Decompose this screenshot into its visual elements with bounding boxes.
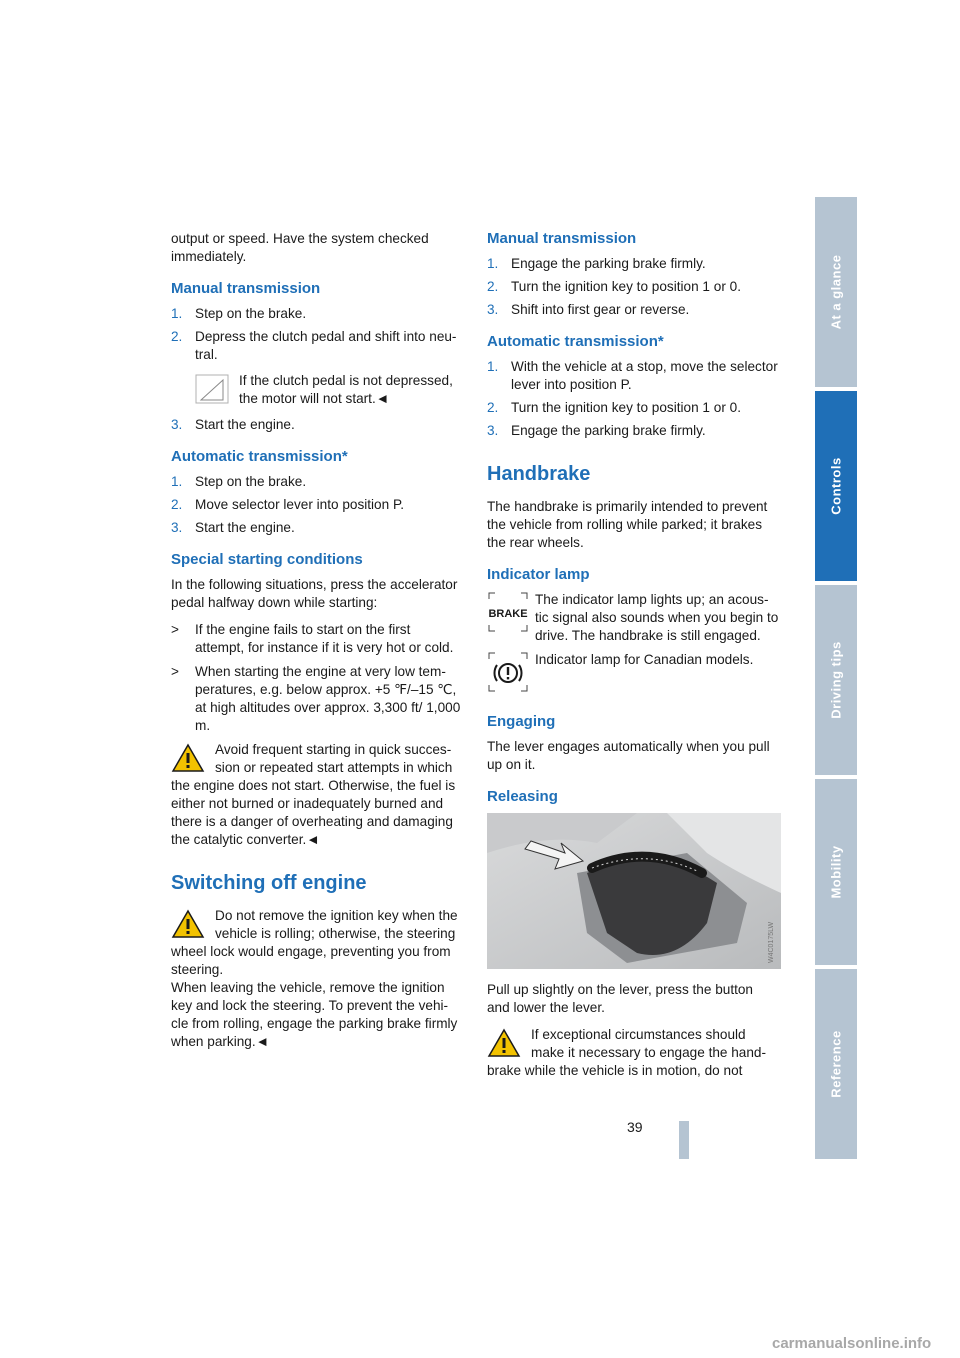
list-item: 2. Turn the ignition key to position 1 or 0. [487, 400, 741, 415]
intro-text: output or speed. Have the system checked immediately. [171, 231, 429, 264]
handbrake-lever-photo [487, 813, 781, 969]
special-intro: In the following situations, press the accelerator pedal halfway down while starting: [171, 577, 458, 610]
brake-lamp-text: The indicator lamp lights up; an acous-tic signal also sounds when you begin to drive. The handbrake is still engaged. [535, 592, 779, 643]
engaging-heading: Engaging [487, 713, 556, 730]
left-column [171, 230, 463, 1059]
handbrake-intro: The handbrake is primarily intended to prevent the vehicle from rolling while parked; it brakes the rear wheels. [487, 499, 768, 550]
footer-watermark: carmanualsonline.info [772, 1335, 932, 1352]
info-note: If the clutch pedal is not depressed, the motor will not start.◄ [195, 372, 463, 408]
tab-mobility[interactable]: Mobility [815, 779, 857, 965]
list-item: 3. Start the engine. [171, 520, 295, 535]
releasing-text: Pull up slightly on the lever, press the button and lower the lever. [487, 982, 753, 1015]
engaging-text: The lever engages automatically when you pull up on it. [487, 739, 770, 772]
canadian-lamp-row [487, 651, 779, 699]
special-bullets [171, 621, 463, 735]
list-item: > When starting the engine at very low tem-peratures, e.g. below approx. +5 ℉/–15 ℃, at high altitudes over approx. 3,300 ft/ 1,000 m. [171, 664, 461, 733]
section-tabs [815, 197, 857, 1159]
list-item: 3. Shift into first gear or reverse. [487, 302, 690, 317]
list-item: 2. Turn the ignition key to position 1 or 0. [487, 279, 741, 294]
warning-icon [171, 909, 205, 939]
warning-note: If exceptional circumstances should make it necessary to engage the hand-brake while the vehicle is in motion, do not [487, 1027, 767, 1078]
list-item: 2. Move selector lever into position P. [171, 497, 405, 512]
handbrake-heading: Handbrake [487, 463, 591, 485]
list-item: 3. Start the engine. [171, 417, 295, 432]
manual-steps [171, 305, 463, 434]
list-item: 1. Step on the brake. [171, 474, 307, 489]
special-conditions-heading: Special starting conditions [171, 551, 363, 568]
releasing-heading: Releasing [487, 788, 558, 805]
page-number-bar [679, 1121, 689, 1159]
list-item: 1. Step on the brake. [171, 306, 307, 321]
warning-note: Do not remove the ignition key when the vehicle is rolling; otherwise, the steering wheel lock would engage, preventing you from steering. When leaving the vehicle, remove the ignition key and lock the steering. To prevent the vehi-cle from rolling, engage the parking brake firmly when parking.◄ [171, 907, 463, 1051]
warning-note: Avoid frequent starting in quick succes-sion or repeated start attempts in which the engine does not start. Otherwise, the fuel is either not burned or inadequately burned and there is a danger of overheating and damaging the catalytic converter.◄ [171, 742, 456, 847]
manual-transmission-heading: Manual transmission [171, 280, 321, 297]
tab-driving-tips[interactable]: Driving tips [815, 585, 857, 775]
tab-controls[interactable]: Controls [815, 391, 857, 581]
list-item: 2. Depress the clutch pedal and shift into neu-tral. If the clutch pedal is not depressed, the motor will not start.◄ [171, 328, 463, 408]
warning-note-continued: When leaving the vehicle, remove the ignition key and lock the steering. To prevent the vehi-cle from rolling, engage the parking brake firmly when parking.◄ [171, 980, 458, 1049]
parking-brake-circle-icon [487, 651, 529, 693]
list-item: > If the engine fails to start on the first attempt, for instance if it is very hot or cold. [171, 622, 454, 655]
brake-lamp-row [487, 591, 779, 645]
list-item: 3. Engage the parking brake firmly. [487, 423, 706, 438]
automatic-transmission-heading: Automatic transmission* [171, 448, 348, 465]
manual-transmission-heading: Manual transmission [487, 230, 637, 247]
automatic-steps [171, 473, 463, 537]
svg-text:W4C0175LW: W4C0175LW [768, 921, 775, 963]
indicator-lamp-heading: Indicator lamp [487, 566, 590, 583]
automatic-steps [487, 358, 779, 440]
note-triangle-icon [195, 374, 229, 404]
list-item: 1. Engage the parking brake firmly. [487, 256, 706, 271]
tab-reference[interactable]: Reference [815, 969, 857, 1159]
automatic-transmission-heading: Automatic transmission* [487, 333, 664, 350]
tab-at-a-glance[interactable]: At a glance [815, 197, 857, 387]
list-item: 1. With the vehicle at a stop, move the selector lever into position P. [487, 359, 778, 392]
page-number: 39 [627, 1119, 643, 1135]
switching-off-heading: Switching off engine [171, 872, 367, 894]
right-column [487, 230, 779, 1088]
warning-icon [171, 743, 205, 773]
canadian-lamp-text: Indicator lamp for Canadian models. [535, 652, 754, 667]
warning-icon [487, 1028, 521, 1058]
svg-text:BRAKE: BRAKE [488, 608, 528, 620]
manual-steps [487, 255, 779, 319]
brake-lamp-icon [487, 591, 529, 633]
